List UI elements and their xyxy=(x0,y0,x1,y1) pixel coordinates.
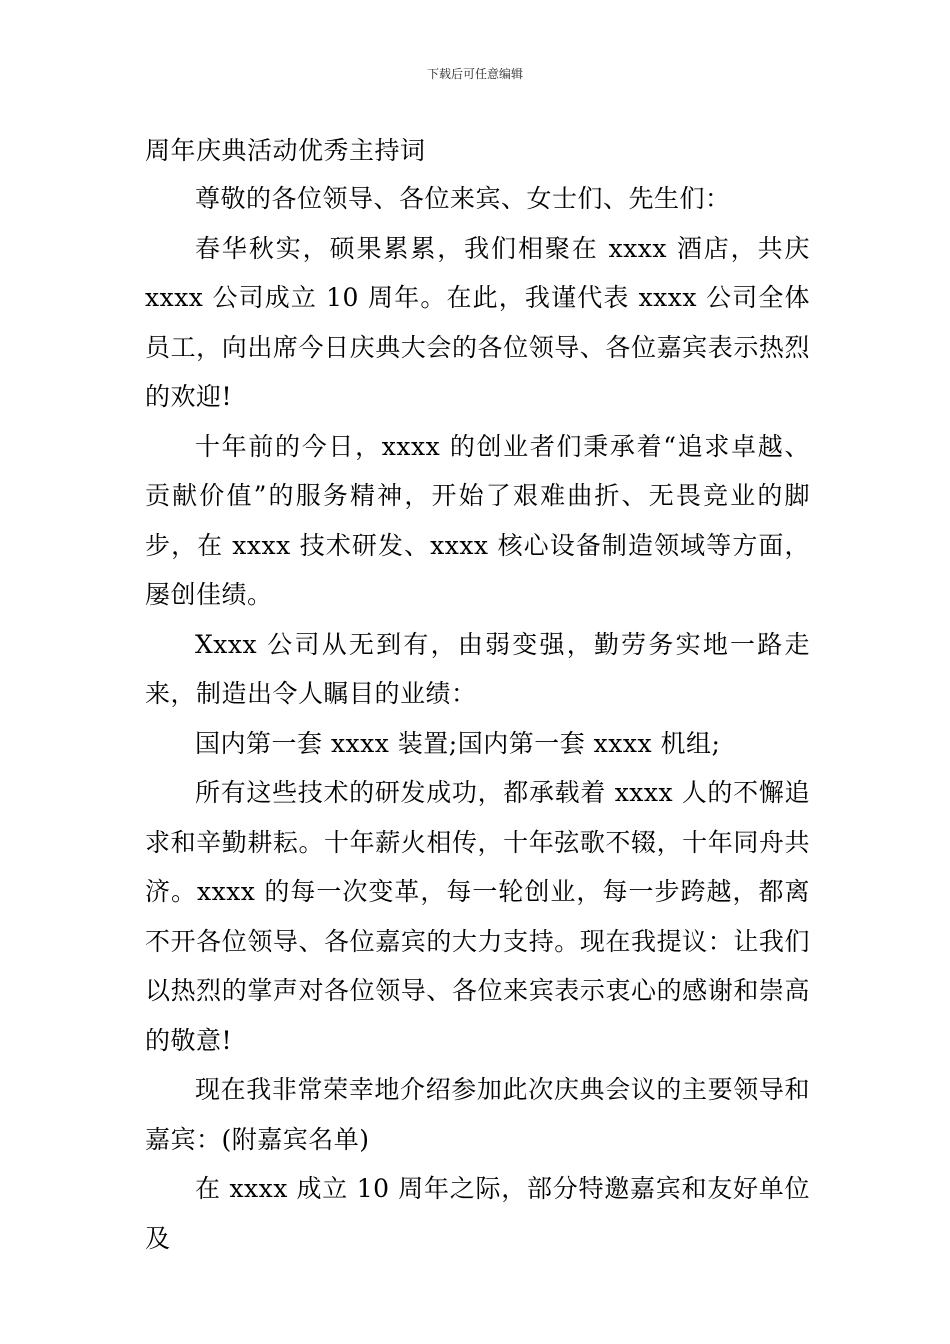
paragraph-greeting: 尊敬的各位领导、各位来宾、女士们、先生们： xyxy=(195,184,731,213)
paragraph-welcome: 春华秋实，硕果累累，我们相聚在 xxxx 酒店，共庆 xxxx 公司成立 10 周年。在此，我谨代表 xxxx 公司全体员工，向出席今日庆典大会的各位领导、各位嘉宾表示热烈的欢迎! xyxy=(145,233,810,411)
paragraph-guests: 现在我非常荣幸地介绍参加此次庆典会议的主要领导和嘉宾：(附嘉宾名单) xyxy=(145,1075,810,1154)
page-header-note: 下载后可任意编辑 xyxy=(426,67,523,81)
paragraph-history: 十年前的今日，xxxx 的创业者们秉承着“追求卓越、贡献价值”的服务精神，开始了艰难曲折、无畏竞业的脚步，在 xxxx 技术研发、xxxx 核心设备制造领域等方面，屡创佳绩。 xyxy=(145,431,810,609)
paragraph-firsts: 国内第一套 xxxx 装置;国内第一套 xxxx 机组; xyxy=(195,728,721,758)
document-title: 周年庆典活动优秀主持词 xyxy=(145,136,426,165)
paragraph-achievements: Xxxx 公司从无到有，由弱变强，勤劳务实地一路走来，制造出令人瞩目的业绩： xyxy=(145,629,810,708)
paragraph-anniversary: 在 xxxx 成立 10 周年之际，部分特邀嘉宾和友好单位及 xyxy=(145,1174,810,1253)
document-body xyxy=(145,128,810,1263)
paragraph-thanks: 所有这些技术的研发成功，都承载着 xxxx 人的不懈追求和辛勤耕耘。十年薪火相传，十年弦歌不辍，十年同舟共济。xxxx 的每一次变革，每一轮创业，每一步跨越，都离不开各位领导、各位嘉宾的大力支持。现在我提议：让我们以热烈的掌声对各位领导、各位来宾表示衷心的感谢和崇高的敬意! xyxy=(145,778,810,1055)
